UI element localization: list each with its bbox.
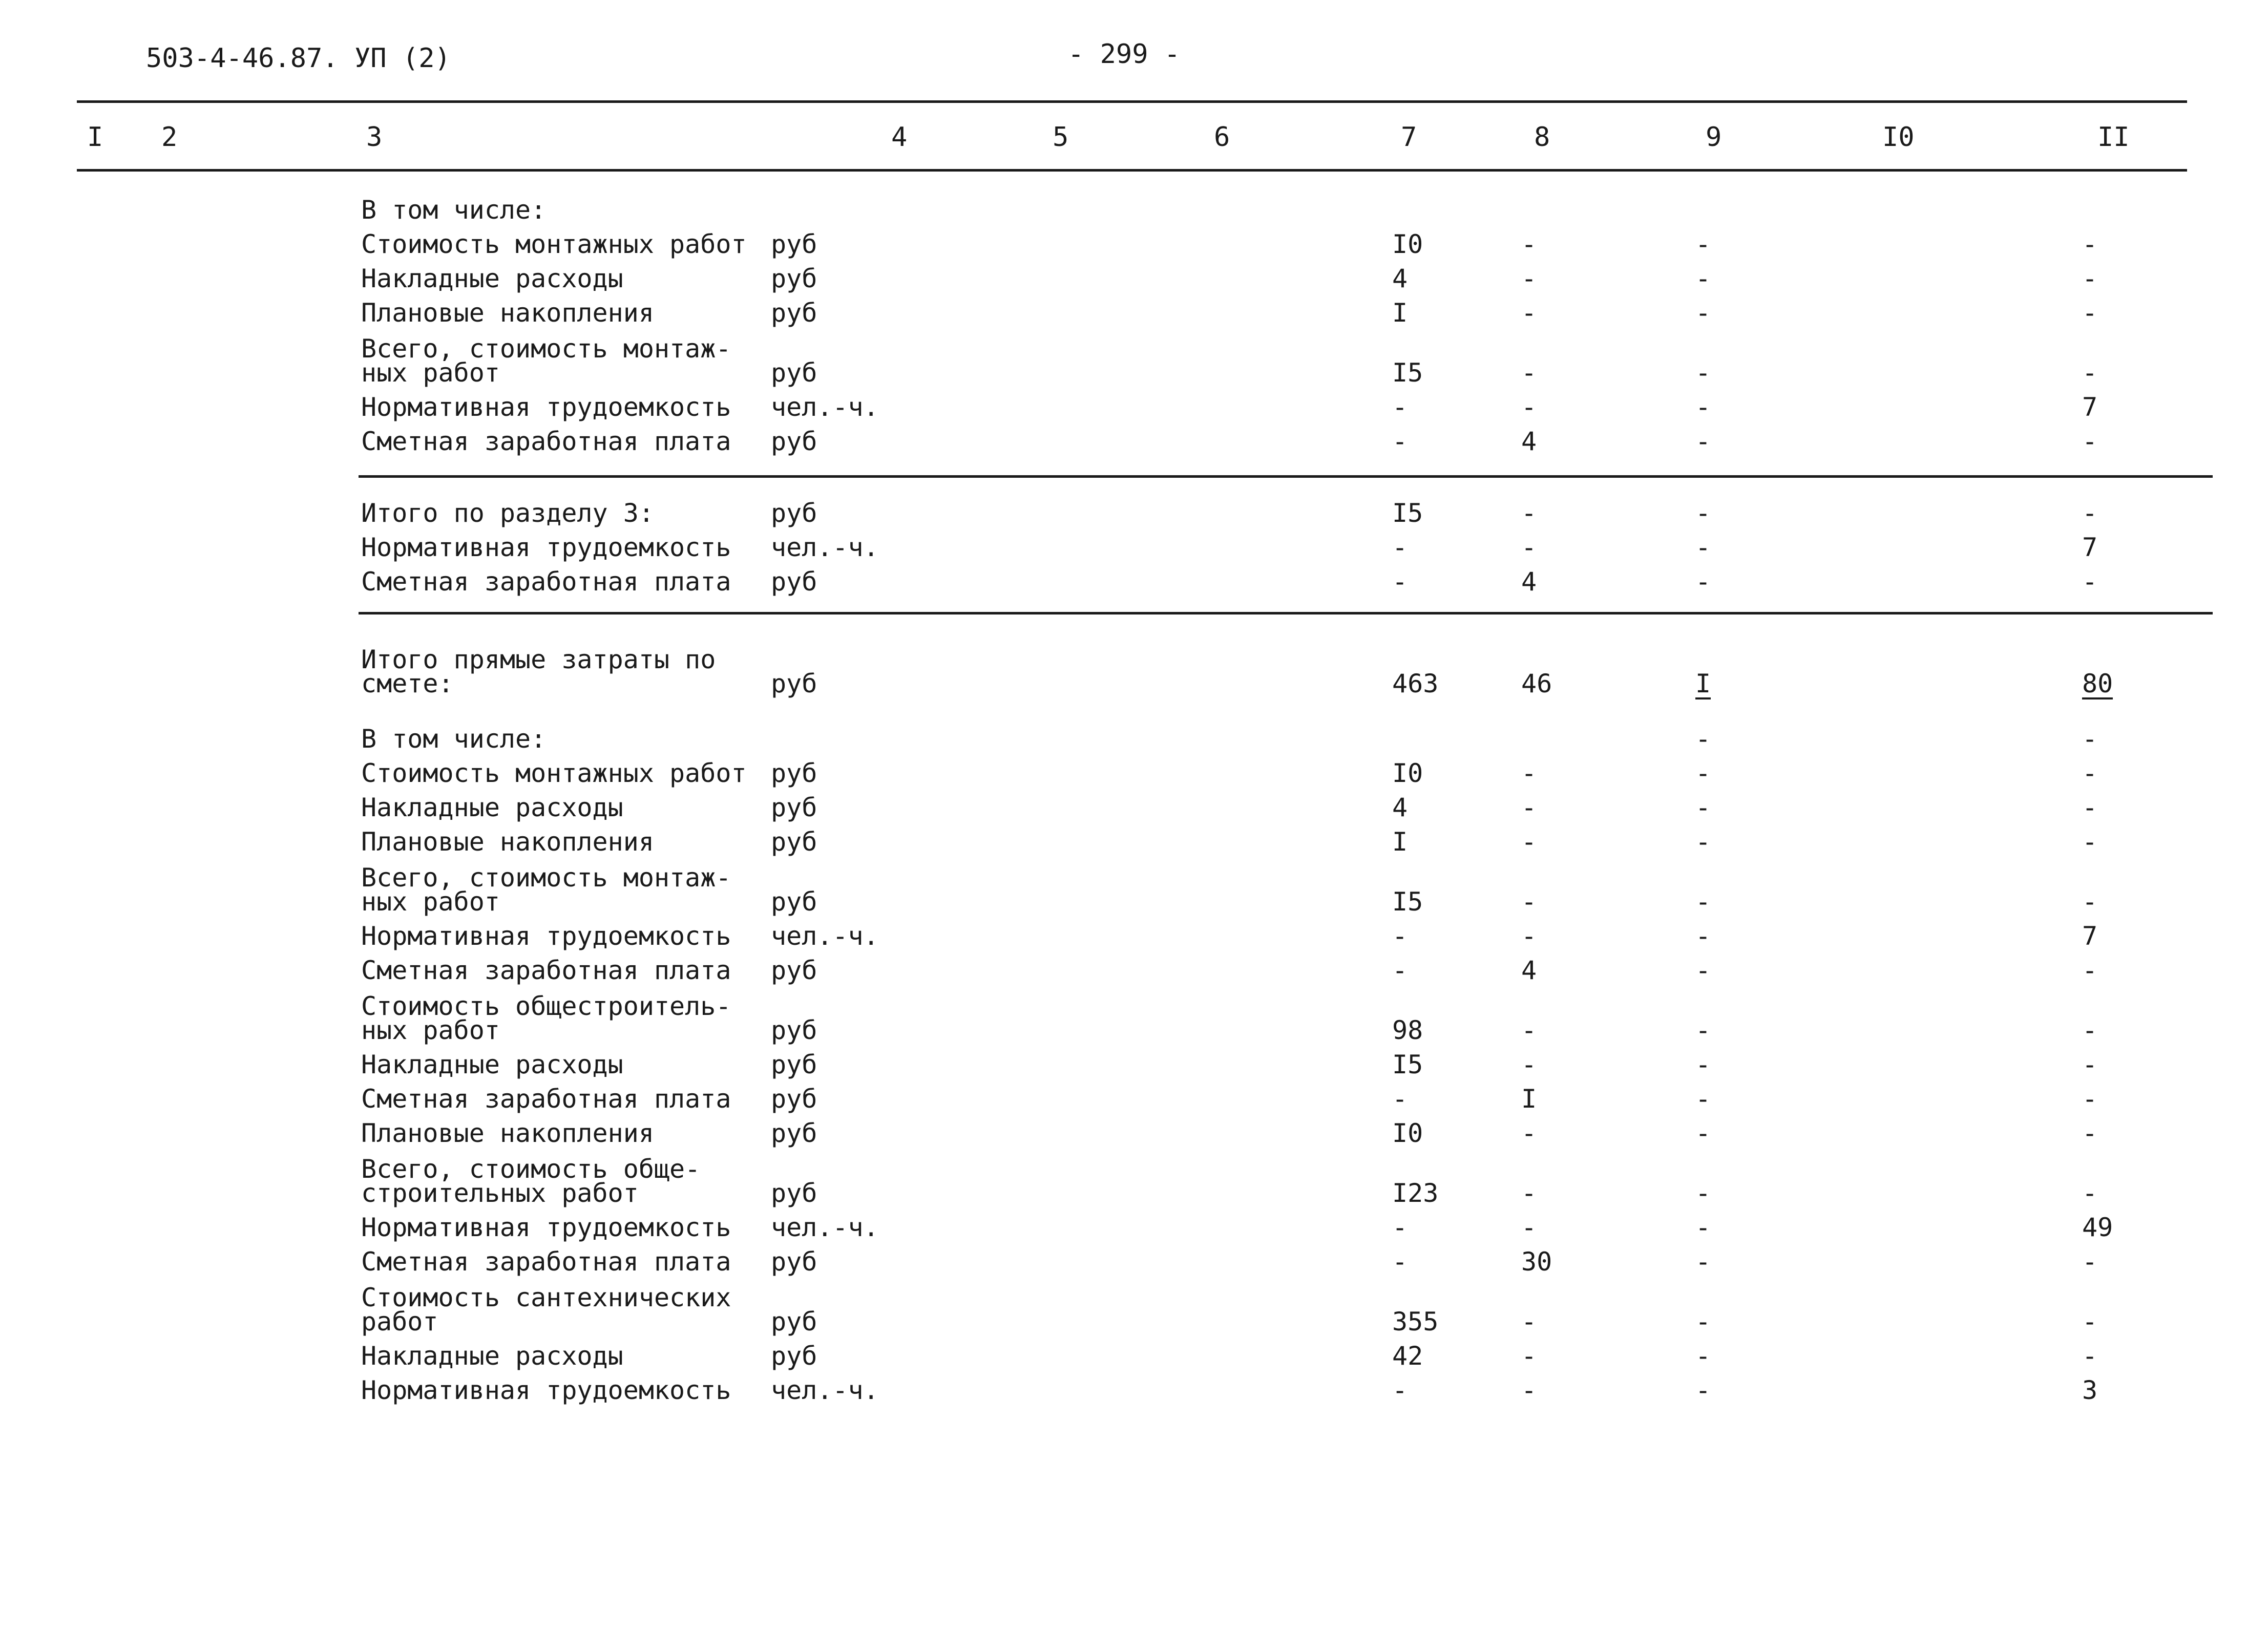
cell-col-9: - — [1695, 1015, 1711, 1045]
row-unit: руб — [771, 758, 817, 788]
cell-col-7: I0 — [1392, 1118, 1423, 1148]
cell-col-7: - — [1392, 533, 1408, 562]
cell-col-11: - — [2082, 827, 2098, 857]
cell-col-7: I0 — [1392, 758, 1423, 788]
column-number: 3 — [366, 122, 383, 153]
row-label: ных работ — [361, 358, 500, 388]
row-unit: руб — [771, 427, 817, 456]
row-label: Плановые накопления — [361, 298, 654, 328]
cell-col-11: - — [2082, 427, 2098, 456]
cell-col-7: 4 — [1392, 793, 1408, 822]
cell-col-11: - — [2082, 498, 2098, 528]
document-code: 503-4-46.87. УП (2) — [146, 43, 451, 74]
cell-col-11: - — [2082, 298, 2098, 328]
cell-col-9: - — [1695, 427, 1711, 456]
cell-col-8: - — [1521, 758, 1537, 788]
row-unit: чел.-ч. — [771, 921, 879, 951]
row-label: Стоимость монтажных работ — [361, 229, 747, 259]
row-label: Всего, стоимость монтаж- — [361, 863, 731, 893]
row-label: Сметная заработная плата — [361, 956, 731, 985]
row-unit: руб — [771, 887, 817, 917]
row-unit: руб — [771, 956, 817, 985]
cell-col-9: - — [1695, 1050, 1711, 1079]
cell-col-7: - — [1392, 427, 1408, 456]
row-label: Накладные расходы — [361, 793, 623, 822]
cell-col-7: 98 — [1392, 1015, 1423, 1045]
header-bottom-rule — [77, 169, 2187, 172]
cell-col-9: - — [1695, 793, 1711, 822]
cell-col-9: - — [1695, 724, 1711, 754]
cell-col-8: 4 — [1521, 427, 1537, 456]
row-unit: руб — [771, 1341, 817, 1371]
cell-col-7: - — [1392, 567, 1408, 597]
cell-col-11: - — [2082, 1084, 2098, 1114]
cell-col-9: - — [1695, 1213, 1711, 1242]
row-label: Нормативная трудоемкость — [361, 533, 731, 562]
cell-col-9: - — [1695, 1118, 1711, 1148]
row-label: ных работ — [361, 1015, 500, 1045]
row-unit: чел.-ч. — [771, 533, 879, 562]
column-number: II — [2097, 122, 2130, 153]
row-label: В том числе: — [361, 195, 547, 225]
cell-col-9: - — [1695, 1247, 1711, 1277]
cell-col-11: - — [2082, 567, 2098, 597]
row-label: Плановые накопления — [361, 1118, 654, 1148]
row-unit: руб — [771, 1118, 817, 1148]
row-unit: руб — [771, 298, 817, 328]
cell-col-9: - — [1695, 921, 1711, 951]
row-label: Плановые накопления — [361, 827, 654, 857]
column-number: 7 — [1401, 122, 1417, 153]
row-label: Накладные расходы — [361, 1050, 623, 1079]
column-number: 6 — [1214, 122, 1230, 153]
row-unit: руб — [771, 498, 817, 528]
row-label: Нормативная трудоемкость — [361, 921, 731, 951]
cell-col-11: 80 — [2082, 669, 2113, 698]
row-unit: чел.-ч. — [771, 1375, 879, 1405]
cell-col-11: - — [2082, 1050, 2098, 1079]
row-label: Всего, стоимость монтаж- — [361, 334, 731, 364]
cell-col-8: - — [1521, 827, 1537, 857]
cell-col-11: - — [2082, 358, 2098, 388]
column-number: 9 — [1706, 122, 1722, 153]
cell-col-9: - — [1695, 1178, 1711, 1208]
cell-col-8: 46 — [1521, 669, 1552, 698]
cell-col-9: - — [1695, 827, 1711, 857]
row-unit: руб — [771, 1307, 817, 1337]
row-unit: руб — [771, 358, 817, 388]
cell-col-7: - — [1392, 1247, 1408, 1277]
cell-col-7: - — [1392, 1375, 1408, 1405]
cell-col-9: - — [1695, 498, 1711, 528]
cell-col-8: - — [1521, 1050, 1537, 1079]
cell-col-8: - — [1521, 229, 1537, 259]
row-unit: руб — [771, 1084, 817, 1114]
row-unit: руб — [771, 827, 817, 857]
section-rule — [359, 475, 2213, 478]
cell-col-7: I5 — [1392, 498, 1423, 528]
cell-col-11: - — [2082, 956, 2098, 985]
cell-col-8: - — [1521, 1307, 1537, 1337]
cell-col-8: - — [1521, 1178, 1537, 1208]
column-number: I — [87, 122, 103, 153]
row-label: В том числе: — [361, 724, 547, 754]
cell-col-8: 30 — [1521, 1247, 1552, 1277]
cell-col-11: - — [2082, 1118, 2098, 1148]
cell-col-7: - — [1392, 392, 1408, 422]
cell-col-7: - — [1392, 1084, 1408, 1114]
cell-col-11: - — [2082, 264, 2098, 293]
cell-col-8: - — [1521, 1213, 1537, 1242]
cell-col-7: 42 — [1392, 1341, 1423, 1371]
cell-col-7: I — [1392, 298, 1408, 328]
row-label: Сметная заработная плата — [361, 427, 731, 456]
cell-col-11: 7 — [2082, 392, 2098, 422]
row-label: Стоимость монтажных работ — [361, 758, 747, 788]
cell-col-11: - — [2082, 887, 2098, 917]
cell-col-8: - — [1521, 921, 1537, 951]
row-unit: руб — [771, 229, 817, 259]
cell-col-9: - — [1695, 956, 1711, 985]
row-label: смете: — [361, 669, 454, 698]
cell-col-7: I — [1392, 827, 1408, 857]
row-unit: руб — [771, 669, 817, 698]
row-unit: чел.-ч. — [771, 392, 879, 422]
cell-col-11: - — [2082, 758, 2098, 788]
cell-col-8: - — [1521, 887, 1537, 917]
row-label: Накладные расходы — [361, 264, 623, 293]
column-number: 8 — [1534, 122, 1550, 153]
cell-col-8: - — [1521, 793, 1537, 822]
cell-col-8: - — [1521, 1015, 1537, 1045]
cell-col-8: - — [1521, 298, 1537, 328]
cell-col-8: 4 — [1521, 956, 1537, 985]
row-label: Нормативная трудоемкость — [361, 1213, 731, 1242]
cell-col-9: - — [1695, 1375, 1711, 1405]
row-unit: руб — [771, 1247, 817, 1277]
cell-col-8: - — [1521, 264, 1537, 293]
row-label: Стоимость общестроитель- — [361, 991, 731, 1021]
cell-col-7: - — [1392, 1213, 1408, 1242]
row-label: Сметная заработная плата — [361, 1247, 731, 1277]
row-unit: руб — [771, 793, 817, 822]
cell-col-9: - — [1695, 1307, 1711, 1337]
row-unit: руб — [771, 1178, 817, 1208]
row-label: Накладные расходы — [361, 1341, 623, 1371]
cell-col-11: 7 — [2082, 921, 2098, 951]
row-unit: руб — [771, 1015, 817, 1045]
row-label: ных работ — [361, 887, 500, 917]
column-number: 5 — [1053, 122, 1069, 153]
column-number: I0 — [1882, 122, 1915, 153]
cell-col-11: - — [2082, 1247, 2098, 1277]
cell-col-9: - — [1695, 567, 1711, 597]
cell-col-11: - — [2082, 229, 2098, 259]
column-number: 4 — [891, 122, 908, 153]
row-unit: руб — [771, 264, 817, 293]
row-unit: руб — [771, 1050, 817, 1079]
cell-col-9: - — [1695, 229, 1711, 259]
cell-col-9: - — [1695, 758, 1711, 788]
cell-col-7: I5 — [1392, 887, 1423, 917]
cell-col-7: I5 — [1392, 358, 1423, 388]
section-rule — [359, 612, 2213, 614]
row-label: Сметная заработная плата — [361, 567, 731, 597]
cell-col-11: 7 — [2082, 533, 2098, 562]
cell-col-8: 4 — [1521, 567, 1537, 597]
cell-col-8: - — [1521, 533, 1537, 562]
cell-col-7: 4 — [1392, 264, 1408, 293]
cell-col-7: I23 — [1392, 1178, 1439, 1208]
cell-col-9: - — [1695, 358, 1711, 388]
cell-col-11: - — [2082, 1341, 2098, 1371]
cell-col-9: - — [1695, 1341, 1711, 1371]
cell-col-9: - — [1695, 264, 1711, 293]
cell-col-7: I5 — [1392, 1050, 1423, 1079]
cell-col-8: - — [1521, 498, 1537, 528]
row-label: строительных работ — [361, 1178, 639, 1208]
row-label: Сметная заработная плата — [361, 1084, 731, 1114]
cell-col-7: - — [1392, 921, 1408, 951]
cell-col-7: - — [1392, 956, 1408, 985]
cell-col-8: - — [1521, 392, 1537, 422]
cell-col-11: - — [2082, 1015, 2098, 1045]
cell-col-7: 463 — [1392, 669, 1439, 698]
row-label: Стоимость сантехнических — [361, 1283, 731, 1312]
cell-col-11: 49 — [2082, 1213, 2113, 1242]
row-label: работ — [361, 1307, 438, 1337]
row-label: Нормативная трудоемкость — [361, 1375, 731, 1405]
cell-col-7: 355 — [1392, 1307, 1439, 1337]
cell-col-9: - — [1695, 533, 1711, 562]
cell-col-9: - — [1695, 298, 1711, 328]
row-label: Нормативная трудоемкость — [361, 392, 731, 422]
cell-col-9: - — [1695, 1084, 1711, 1114]
cell-col-11: 3 — [2082, 1375, 2098, 1405]
cell-col-9: - — [1695, 392, 1711, 422]
cell-col-8: - — [1521, 1341, 1537, 1371]
row-label: Всего, стоимость обще- — [361, 1154, 701, 1184]
cell-col-9: - — [1695, 887, 1711, 917]
cell-col-9: I — [1695, 669, 1711, 698]
cell-col-8: I — [1521, 1084, 1537, 1114]
cell-col-11: - — [2082, 1178, 2098, 1208]
cell-col-7: I0 — [1392, 229, 1423, 259]
cell-col-11: - — [2082, 1307, 2098, 1337]
row-label: Итого по разделу 3: — [361, 498, 654, 528]
cell-col-11: - — [2082, 724, 2098, 754]
cell-col-8: - — [1521, 358, 1537, 388]
cell-col-11: - — [2082, 793, 2098, 822]
row-label: Итого прямые затраты по — [361, 645, 716, 674]
cell-col-8: - — [1521, 1375, 1537, 1405]
row-unit: руб — [771, 567, 817, 597]
table-top-rule — [77, 100, 2187, 103]
row-unit: чел.-ч. — [771, 1213, 879, 1242]
cell-col-8: - — [1521, 1118, 1537, 1148]
page-number: - 299 - — [1068, 39, 1181, 70]
column-number: 2 — [161, 122, 178, 153]
